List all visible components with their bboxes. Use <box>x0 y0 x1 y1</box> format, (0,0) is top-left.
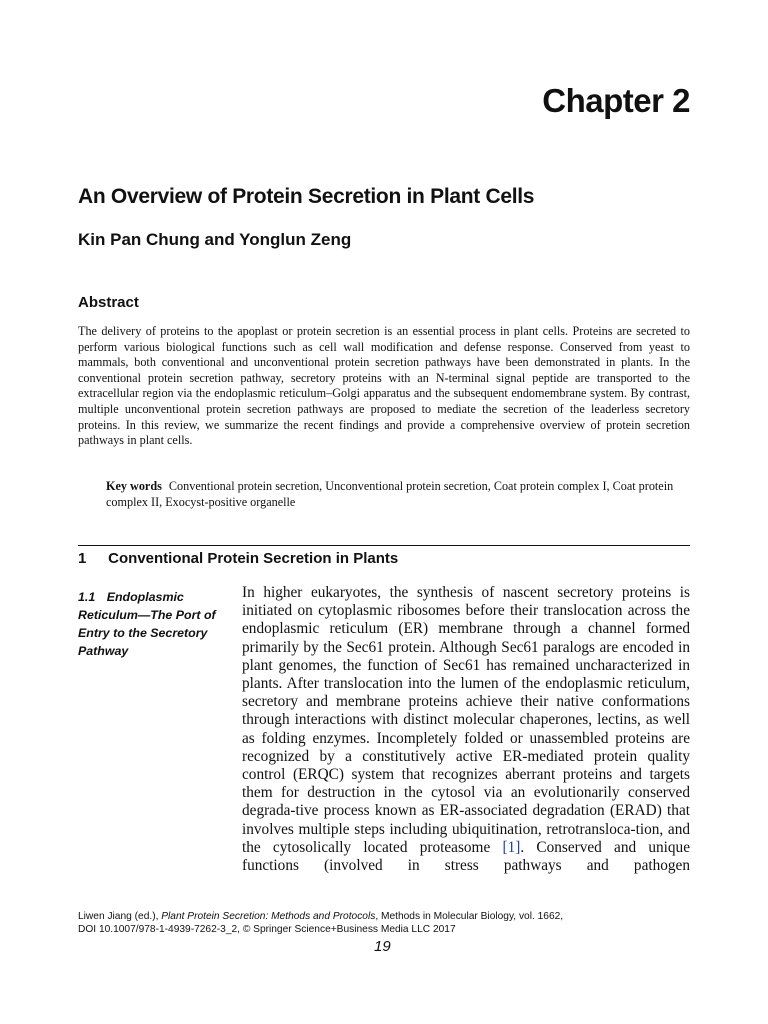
subsection-title: Endoplasmic Reticulum—The Port of Entry to the Secretory Pathway <box>78 590 216 658</box>
abstract-heading: Abstract <box>78 294 139 311</box>
body-text-part: . Conserved and unique functions (involved in stress pathways and pathogen <box>242 838 690 875</box>
footnote <box>78 910 563 936</box>
section-number: 1 <box>78 550 87 567</box>
section-divider <box>78 545 690 546</box>
citation-link[interactable]: [1] <box>502 838 521 856</box>
section-title: Conventional Protein Secretion in Plants <box>108 550 399 567</box>
abstract-text: The delivery of proteins to the apoplast or protein secretion is an essential process in plant cells. Proteins are secreted to perform various biological functions such as cell wall modification and defense response. Conserved from yeast to mammals, both conventional and unconventional protein secretion pathways have been demonstrated in plants. In the conventional protein secretion pathway, secretory proteins with an N-terminal signal peptide are transported to the extracellular region via the endoplasmic reticulum–Golgi apparatus and the subsequent endomembrane system. By contrast, multiple unconventional protein secretion pathways are proposed to mediate the secretion of the leaderless secretory proteins. In this review, we summarize the recent findings and provide a comprehensive overview of protein secretion pathways in plant cells. <box>78 324 690 448</box>
citation-suffix: , Methods in Molecular Biology, vol. 1662, <box>375 911 564 922</box>
subsection-number: 1.1 <box>78 590 96 604</box>
body-text-part: In higher eukaryotes, the synthesis of nascent secretory proteins is initiated on cytoplasmic ribosomes before their translocation across the endoplasmic reticulum (ER) membrane through a channel formed primarily by the Sec61 protein. Although Sec61 paralogs are encoded in plant genomes, the function of Sec61 has remained uncharacterized in plants. After translocation into the lumen of the endoplasmic reticulum, secretory and membrane proteins achieve their native conformations through interactions with distinct molecular chaperones, lectins, as well as folding enzymes. Incompletely folded or unassembled proteins are recognized by a constitutively active ER-mediated protein quality control (ERQC) system that recognizes aberrant proteins and targets them for destruction in the cytosol via an evolutionarily conserved degrada-tive process known as ER-associated degradation (ERAD) that involves multiple steps including ubiquitination, retrotransloca-tion, and the cytosolically located proteasome <box>242 584 690 856</box>
doi-line: DOI 10.1007/978-1-4939-7262-3_2, © Springer Science+Business Media LLC 2017 <box>78 924 456 935</box>
book-title: Plant Protein Secretion: Methods and Protocols <box>161 911 376 922</box>
chapter-label: Chapter 2 <box>542 82 690 119</box>
citation-prefix: Liwen Jiang (ed.), <box>78 911 162 922</box>
citation-line <box>78 910 563 923</box>
article-authors: Kin Pan Chung and Yonglun Zeng <box>78 230 352 249</box>
section-body-text <box>242 584 690 875</box>
keywords-text: Conventional protein secretion, Unconventional protein secretion, Coat protein complex I, Coat protein complex II, Exocyst-positive organelle <box>106 479 674 509</box>
section-heading <box>78 550 398 567</box>
article-title: An Overview of Protein Secretion in Plant Cells <box>78 185 535 208</box>
keywords-label: Key words <box>106 479 162 493</box>
page-number: 19 <box>374 938 391 955</box>
keywords <box>106 479 690 510</box>
subsection-heading <box>78 588 228 660</box>
